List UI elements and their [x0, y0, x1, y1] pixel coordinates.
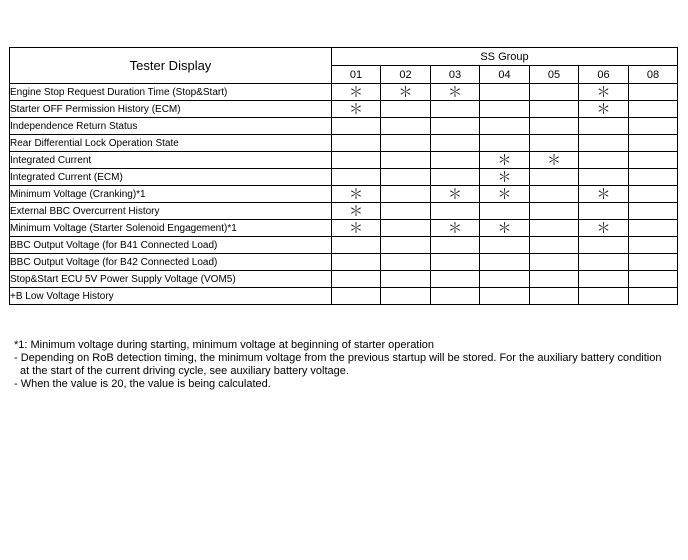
- footnote-2: - Depending on RoB detection timing, the minimum voltage from the previous startup will be stored. For the auxiliary battery condition: [14, 352, 662, 364]
- empty-cell: [629, 135, 678, 152]
- asterisk-mark: ＊: [332, 220, 381, 237]
- empty-cell: [480, 84, 530, 101]
- empty-cell: [332, 118, 381, 135]
- table-row: [10, 288, 678, 305]
- empty-cell: [530, 220, 579, 237]
- empty-cell: [480, 254, 530, 271]
- empty-cell: [629, 203, 678, 220]
- empty-cell: [480, 101, 530, 118]
- row-label: Integrated Current (ECM): [10, 169, 332, 186]
- empty-cell: [530, 84, 579, 101]
- empty-cell: [381, 186, 431, 203]
- empty-cell: [629, 220, 678, 237]
- empty-cell: [629, 152, 678, 169]
- empty-cell: [530, 203, 579, 220]
- group-code-05: 05: [530, 66, 579, 84]
- empty-cell: [530, 288, 579, 305]
- empty-cell: [530, 101, 579, 118]
- table-row: [10, 186, 678, 203]
- empty-cell: [431, 254, 480, 271]
- empty-cell: [381, 152, 431, 169]
- empty-cell: [530, 237, 579, 254]
- empty-cell: [431, 152, 480, 169]
- empty-cell: [431, 203, 480, 220]
- empty-cell: [530, 169, 579, 186]
- empty-cell: [629, 186, 678, 203]
- empty-cell: [480, 135, 530, 152]
- empty-cell: [530, 254, 579, 271]
- asterisk-mark: ＊: [332, 101, 381, 118]
- asterisk-mark: ＊: [579, 84, 629, 101]
- asterisk-mark: ＊: [332, 203, 381, 220]
- empty-cell: [629, 271, 678, 288]
- row-label: BBC Output Voltage (for B42 Connected Load): [10, 254, 332, 271]
- asterisk-mark: ＊: [579, 220, 629, 237]
- asterisk-mark: ＊: [480, 152, 530, 169]
- empty-cell: [431, 288, 480, 305]
- empty-cell: [579, 203, 629, 220]
- empty-cell: [332, 169, 381, 186]
- tester-display-table: [9, 47, 678, 305]
- empty-cell: [381, 101, 431, 118]
- table-row: [10, 203, 678, 220]
- asterisk-mark: ＊: [332, 186, 381, 203]
- row-label: Stop&Start ECU 5V Power Supply Voltage (VOM5): [10, 271, 332, 288]
- asterisk-mark: ＊: [431, 220, 480, 237]
- row-label: Minimum Voltage (Cranking)*1: [10, 186, 332, 203]
- tester-display-header: Tester Display: [10, 48, 332, 84]
- empty-cell: [480, 118, 530, 135]
- table-body: [10, 84, 678, 305]
- table-row: [10, 101, 678, 118]
- row-label: Engine Stop Request Duration Time (Stop&Start): [10, 84, 332, 101]
- table-row: [10, 84, 678, 101]
- group-code-02: 02: [381, 66, 431, 84]
- table-row: [10, 220, 678, 237]
- table-row: [10, 254, 678, 271]
- table-row: [10, 118, 678, 135]
- table-row: [10, 237, 678, 254]
- empty-cell: [381, 271, 431, 288]
- row-label: +B Low Voltage History: [10, 288, 332, 305]
- empty-cell: [431, 237, 480, 254]
- row-label: Independence Return Status: [10, 118, 332, 135]
- row-label: External BBC Overcurrent History: [10, 203, 332, 220]
- empty-cell: [629, 254, 678, 271]
- ss-group-header: SS Group: [332, 48, 678, 66]
- asterisk-mark: ＊: [332, 84, 381, 101]
- empty-cell: [332, 288, 381, 305]
- empty-cell: [530, 271, 579, 288]
- asterisk-mark: ＊: [530, 152, 579, 169]
- empty-cell: [332, 135, 381, 152]
- group-code-01: 01: [332, 66, 381, 84]
- empty-cell: [431, 271, 480, 288]
- empty-cell: [431, 118, 480, 135]
- empty-cell: [480, 203, 530, 220]
- footnote-3: - When the value is 20, the value is being calculated.: [14, 378, 271, 390]
- empty-cell: [332, 237, 381, 254]
- asterisk-mark: ＊: [431, 84, 480, 101]
- empty-cell: [480, 288, 530, 305]
- empty-cell: [431, 101, 480, 118]
- empty-cell: [381, 135, 431, 152]
- empty-cell: [579, 152, 629, 169]
- empty-cell: [629, 237, 678, 254]
- table-row: [10, 152, 678, 169]
- footnote-2-continued: at the start of the current driving cycle, see auxiliary battery voltage.: [20, 365, 349, 377]
- empty-cell: [381, 220, 431, 237]
- empty-cell: [431, 135, 480, 152]
- empty-cell: [629, 101, 678, 118]
- empty-cell: [579, 135, 629, 152]
- row-label: Integrated Current: [10, 152, 332, 169]
- footnotes: [14, 339, 662, 391]
- empty-cell: [431, 169, 480, 186]
- empty-cell: [579, 169, 629, 186]
- asterisk-mark: ＊: [579, 101, 629, 118]
- empty-cell: [629, 288, 678, 305]
- asterisk-mark: ＊: [480, 220, 530, 237]
- empty-cell: [381, 288, 431, 305]
- empty-cell: [629, 118, 678, 135]
- empty-cell: [530, 186, 579, 203]
- asterisk-mark: ＊: [579, 186, 629, 203]
- group-code-06: 06: [579, 66, 629, 84]
- empty-cell: [381, 169, 431, 186]
- row-label: Rear Differential Lock Operation State: [10, 135, 332, 152]
- asterisk-mark: ＊: [381, 84, 431, 101]
- asterisk-mark: ＊: [480, 186, 530, 203]
- empty-cell: [332, 271, 381, 288]
- empty-cell: [381, 254, 431, 271]
- asterisk-mark: ＊: [480, 169, 530, 186]
- footnote-1: *1: Minimum voltage during starting, minimum voltage at beginning of starter operation: [14, 339, 435, 351]
- empty-cell: [480, 271, 530, 288]
- empty-cell: [629, 84, 678, 101]
- table-row: [10, 271, 678, 288]
- empty-cell: [579, 254, 629, 271]
- row-label: Minimum Voltage (Starter Solenoid Engagement)*1: [10, 220, 332, 237]
- empty-cell: [480, 237, 530, 254]
- empty-cell: [579, 271, 629, 288]
- empty-cell: [332, 254, 381, 271]
- empty-cell: [332, 152, 381, 169]
- empty-cell: [530, 135, 579, 152]
- empty-cell: [530, 118, 579, 135]
- empty-cell: [579, 288, 629, 305]
- empty-cell: [579, 237, 629, 254]
- empty-cell: [629, 169, 678, 186]
- group-code-04: 04: [480, 66, 530, 84]
- row-label: Starter OFF Permission History (ECM): [10, 101, 332, 118]
- empty-cell: [381, 237, 431, 254]
- empty-cell: [579, 118, 629, 135]
- group-code-08: 08: [629, 66, 678, 84]
- empty-cell: [381, 203, 431, 220]
- table-row: [10, 169, 678, 186]
- asterisk-mark: ＊: [431, 186, 480, 203]
- table-row: [10, 135, 678, 152]
- group-code-03: 03: [431, 66, 480, 84]
- empty-cell: [381, 118, 431, 135]
- row-label: BBC Output Voltage (for B41 Connected Load): [10, 237, 332, 254]
